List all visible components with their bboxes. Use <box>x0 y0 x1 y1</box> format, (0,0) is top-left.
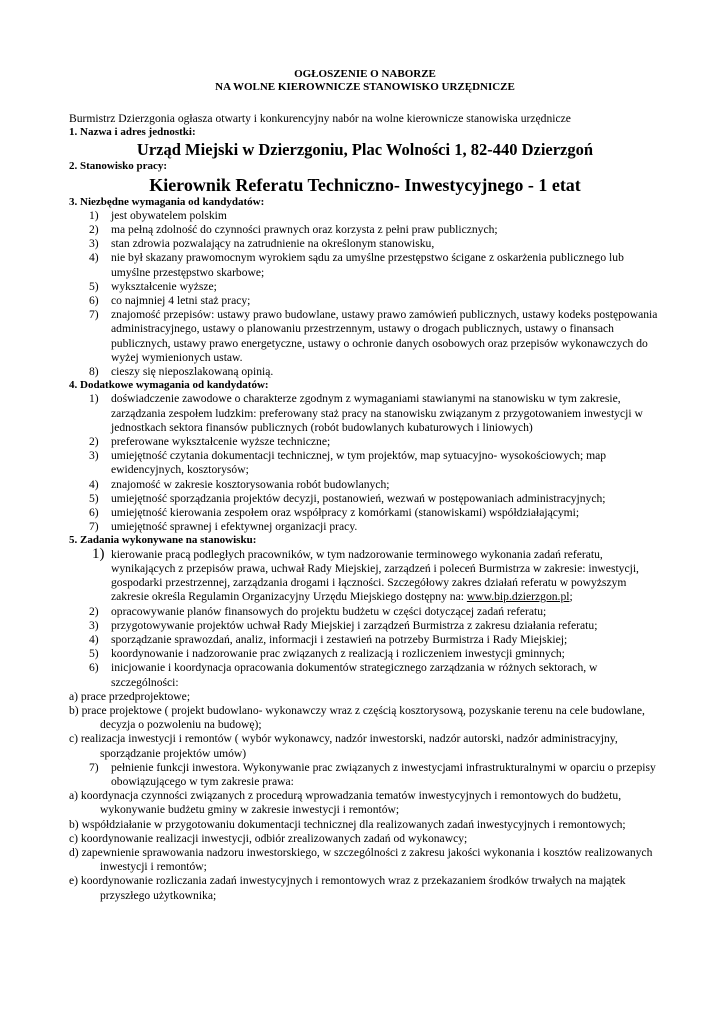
list-item <box>69 294 661 308</box>
list-item <box>69 506 661 520</box>
doc-title-line-1: OGŁOSZENIE O NABORZE <box>294 68 436 80</box>
item-number: 1) <box>89 208 99 222</box>
item-number: 4) <box>89 632 99 646</box>
bip-link[interactable]: www.bip.dzierzgon.pl <box>466 590 570 604</box>
item-number: 2) <box>89 435 99 449</box>
list-item <box>69 237 661 251</box>
list-item <box>69 605 661 619</box>
list-item <box>69 846 661 874</box>
item-text: realizacja inwestycji i remontów ( wybór wykonawcy, nadzór inwestorski, nadzór autorski, nadzór administracyjny, sporządzanie projektów umów) <box>80 732 618 760</box>
document-page <box>69 68 661 903</box>
list-item <box>69 704 661 732</box>
item-number: 3) <box>89 449 99 463</box>
item-number: 7) <box>89 760 99 774</box>
item-text: pełnienie funkcji inwestora. Wykonywanie prac związanych z inwestycjami infrastrukturalnymi w oparciu o przepisy obowiązującego w tym zakresie prawa: <box>111 760 656 788</box>
item-text: umiejętność czytania dokumentacji technicznej, w tym projektów, map sytuacyjno- wysokościowych; map ewidencyjnych, kosztorysów; <box>111 449 607 477</box>
item-text: co najmniej 4 letni staż pracy; <box>111 294 251 308</box>
item-number: 6) <box>89 661 99 675</box>
list-item <box>69 209 661 223</box>
item-text: umiejętność sporządzania projektów decyzji, postanowień, wezwań w postępowaniach administracyjnych; <box>111 491 606 505</box>
list-item <box>69 435 661 449</box>
item-number: 4) <box>89 251 99 265</box>
list-item <box>69 251 661 279</box>
item-text: znajomość przepisów: ustawy prawo budowlane, ustawy prawo zamówień publicznych, ustawy kodeks postępowania administracyjnego, ustawy o planowaniu przestrzennym, ustawy o drogach publicznych, ustawy o finansach publicznych, ustawy prawo energetyczne, ustawy o ochronie danych osobowych oraz przepisów wykonawczych do wyżej wymienionych ustaw. <box>111 308 658 364</box>
item-text: cieszy się nieposzlakowaną opinią. <box>111 365 274 379</box>
list-item <box>69 789 661 817</box>
item-number: 8) <box>89 365 99 379</box>
item-letter: c) <box>69 831 79 845</box>
item-number: 2) <box>89 604 99 618</box>
item-text: współdziałanie w przygotowaniu dokumentacji technicznej dla realizowanych zadań inwestycyjnych i remontowych; <box>81 817 626 831</box>
list-item <box>69 818 661 832</box>
item-text: koordynowanie i nadzorowanie prac związanych z realizacją i rozliczeniem inwestycji gminnych; <box>111 647 565 661</box>
tasks-list-continued <box>69 605 661 690</box>
item-text: preferowane wykształcenie wyższe techniczne; <box>111 435 331 449</box>
list-item <box>69 280 661 294</box>
list-item <box>69 308 661 365</box>
item-number: 5) <box>89 279 99 293</box>
item-text: doświadczenie zawodowe o charakterze zgodnym z wymaganiami stawianymi na stanowisku w tym zakresie, zarządzania zespołem ludzkim: preferowany staż pracy na stanowisku związanym z przygotowaniem inwestycji w jednostkach sektora finansów publicznych (robót budowlanych kubaturowych i liniowych) <box>111 392 643 434</box>
subtasks-list-6 <box>69 690 661 761</box>
item-text: umiejętność kierowania zespołem oraz współpracy z komórkami (stanowiskami) współdziałającymi; <box>111 506 580 520</box>
item-letter: b) <box>69 703 79 717</box>
list-item <box>69 732 661 760</box>
position-name: Kierownik Referatu Techniczno- Inwestycyjnego - 1 etat <box>149 174 581 195</box>
item-letter: a) <box>69 689 79 703</box>
item-number: 2) <box>89 223 99 237</box>
item-number: 6) <box>89 506 99 520</box>
section-5-heading: 5. Zadania wykonywane na stanowisku: <box>69 534 257 547</box>
list-item <box>69 223 661 237</box>
institution-name: Urząd Miejski w Dzierzgoniu, Plac Wolności 1, 82-440 Dzierzgoń <box>136 140 594 160</box>
item-text: kierowanie pracą podległych pracowników, w tym nadzorowanie terminowego wykonania zadań referatu, wynikających z przepisów prawa, uchwał Rady Miejskiej, zarządzeń i poleceń Burmistrza w zakresie: inwestycji, gospodarki przestrzennej, zarządzania drogami i łączności. Szczegółowy zakres działań referatu w powyższym zakresie określa Regulamin Organizacyjny Urzędu Miejskiego dostępny na: <box>111 547 639 604</box>
item-text: stan zdrowia pozwalający na zatrudnienie na określonym stanowisku, <box>111 237 435 251</box>
item-number: 4) <box>89 477 99 491</box>
item-text: prace projektowe ( projekt budowlano- wykonawczy wraz z częścią kosztorysową, pozyskanie terenu na cele budowlane, decyzja o pozwoleniu na budowę); <box>81 703 645 732</box>
item-text: zapewnienie sprawowania nadzoru inwestorskiego, w szczególności z zakresu jakości wykonania i kosztów realizowanych inwestycji i remontów; <box>81 845 653 874</box>
list-item <box>69 478 661 492</box>
item-number: 5) <box>89 491 99 505</box>
list-item <box>69 761 661 789</box>
section-4-heading: 4. Dodatkowe wymagania od kandydatów: <box>69 379 269 392</box>
item-letter: e) <box>69 874 79 888</box>
item-letter: a) <box>69 789 79 803</box>
list-item <box>69 520 661 534</box>
item-text: jest obywatelem polskim <box>111 208 227 222</box>
list-item <box>69 874 661 902</box>
item-text: inicjowanie i koordynacja opracowania dokumentów strategicznego zarządzania w różnych sektorach, w szczególności: <box>111 661 598 689</box>
item-letter: d) <box>69 845 79 859</box>
list-item <box>69 690 661 704</box>
item-text: koordynowanie rozliczania zadań inwestycyjnych i remontowych wraz z przekazaniem środków trwałych na majątek przyszłego użytkownika; <box>80 874 626 902</box>
section-2-heading: 2. Stanowisko pracy: <box>69 160 168 173</box>
item-text: znajomość w zakresie kosztorysowania robót budowlanych; <box>111 477 390 491</box>
item-number: 1) <box>89 392 99 406</box>
list-item <box>69 492 661 506</box>
item-number: 5) <box>89 647 99 661</box>
additional-list <box>69 392 661 534</box>
item-text: umiejętność sprawnej i efektywnej organizacji pracy. <box>111 520 358 534</box>
list-item <box>69 449 661 477</box>
list-item <box>69 365 661 379</box>
item-text: ma pełną zdolność do czynności prawnych oraz korzysta z pełni praw publicznych; <box>111 223 498 237</box>
intro-text: Burmistrz Dzierzgonia ogłasza otwarty i konkurencyjny nabór na wolne kierownicze stanowiska urzędnicze <box>69 112 571 125</box>
section-1-heading: 1. Nazwa i adres jednostki: <box>69 126 196 139</box>
list-item <box>69 545 661 605</box>
item-number: 7) <box>89 308 99 322</box>
item-number: 7) <box>89 520 99 534</box>
item-letter: b) <box>69 817 79 831</box>
doc-title-line-2: NA WOLNE KIEROWNICZE STANOWISKO URZĘDNICZE <box>215 81 515 93</box>
item-text: koordynowanie realizacji inwestycji, odbiór zrealizowanych zadań od wykonawcy; <box>80 831 468 845</box>
item-text: koordynacja czynności związanych z procedurą wprowadzania tematów inwestycyjnych i remontowych do budżetu, wykonywanie budżetu gminy w zakresie inwestycji i remontów; <box>80 789 622 817</box>
list-item <box>69 832 661 846</box>
tasks-list <box>69 545 661 605</box>
item-text: sporządzanie sprawozdań, analiz, informacji i zestawień na potrzeby Burmistrza i Rady Miejskiej; <box>111 632 568 646</box>
required-list <box>69 209 661 379</box>
item-letter: c) <box>69 732 79 746</box>
item-number: 6) <box>89 294 99 308</box>
item-text: prace przedprojektowe; <box>80 689 191 703</box>
subtasks-list-7 <box>69 789 661 903</box>
item-number: 3) <box>89 618 99 632</box>
list-item <box>69 647 661 661</box>
list-item <box>69 392 661 435</box>
list-item <box>69 633 661 647</box>
item-suffix: ; <box>569 590 573 604</box>
item-text: opracowywanie planów finansowych do projektu budżetu w części dotyczącej zadań referatu; <box>111 604 547 618</box>
item-text: przygotowywanie projektów uchwał Rady Miejskiej i zarządzeń Burmistrza z zakresu działania referatu; <box>111 618 598 632</box>
list-item <box>69 661 661 689</box>
list-item <box>69 619 661 633</box>
item-text: nie był skazany prawomocnym wyrokiem sądu za umyślne przestępstwo ścigane z oskarżenia publicznego lub umyślne przestępstwo skarbowe; <box>111 251 624 279</box>
item-text: wykształcenie wyższe; <box>111 279 217 293</box>
section-3-heading: 3. Niezbędne wymagania od kandydatów: <box>69 195 265 208</box>
item-number: 1) <box>92 545 105 562</box>
item-number: 3) <box>89 237 99 251</box>
